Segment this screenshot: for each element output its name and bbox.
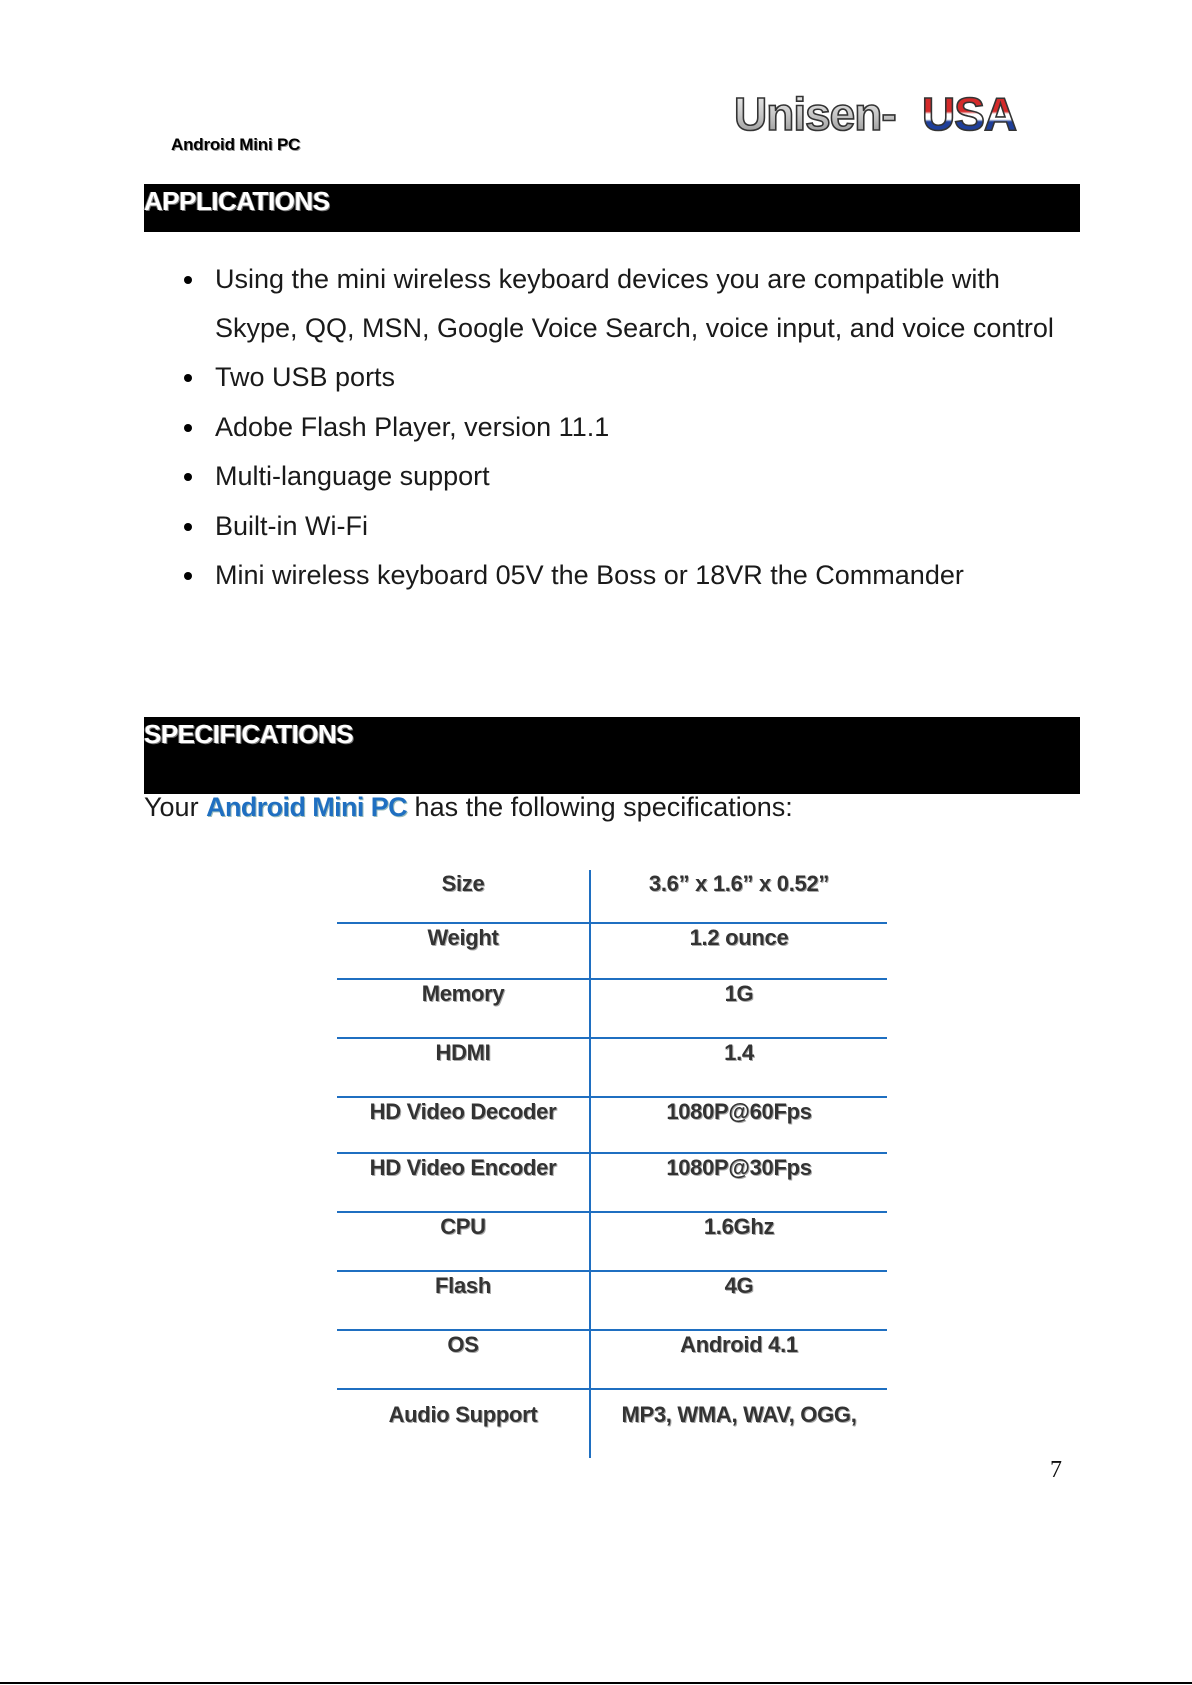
bullet-icon — [184, 424, 192, 432]
table-row — [337, 979, 887, 1038]
specifications-heading-text: SPECIFICATIONS — [144, 719, 354, 749]
spec-value: 3.6” x 1.6” x 0.52” — [648, 871, 830, 896]
spec-value: Android 4.1 — [680, 1332, 798, 1357]
spec-value: 1080P@30Fps — [666, 1155, 812, 1180]
bullet-icon — [184, 276, 192, 284]
spec-key: Memory — [337, 979, 590, 1038]
table-row — [337, 1271, 887, 1330]
spec-key: Flash — [337, 1271, 590, 1330]
bullet-icon — [184, 572, 192, 580]
svg-text:Unisen-: Unisen- — [734, 88, 896, 138]
document-title: Android Mini PC — [171, 135, 301, 154]
spec-key: OS — [337, 1330, 590, 1389]
specifications-heading — [144, 717, 1080, 794]
specifications-intro: Your Android Mini PC has the following specifications: — [144, 792, 793, 822]
spec-value: MP3, WMA, WAV, OGG, — [621, 1402, 857, 1427]
svg-text:USA: USA — [922, 88, 1017, 138]
list-item: Using the mini wireless keyboard devices you are compatible with Skype, QQ, MSN, Google Voice Search, voice input, and voice control — [181, 255, 1061, 352]
list-item: Adobe Flash Player, version 11.1 — [181, 403, 1061, 452]
table-row — [337, 1153, 887, 1212]
spec-key: CPU — [337, 1212, 590, 1271]
bullet-icon — [184, 473, 192, 481]
applications-heading-text: APPLICATIONS — [144, 186, 330, 216]
page-bottom-rule — [0, 1682, 1192, 1684]
spec-key: Audio Support — [337, 1389, 590, 1458]
bullet-icon — [184, 523, 192, 531]
list-item: Multi-language support — [181, 452, 1061, 501]
table-row — [337, 923, 887, 979]
spec-value: 1.4 — [724, 1040, 754, 1065]
list-item: Two USB ports — [181, 353, 1061, 402]
bullet-icon — [184, 374, 192, 382]
table-row — [337, 1097, 887, 1153]
specifications-table — [337, 870, 887, 1458]
spec-value: 1G — [724, 981, 754, 1006]
spec-key: Size — [337, 870, 590, 923]
spec-value: 1.2 ounce — [689, 925, 789, 950]
table-row — [337, 1212, 887, 1271]
spec-value: 1.6Ghz — [703, 1214, 775, 1239]
applications-heading — [144, 184, 1080, 232]
spec-value: 1080P@60Fps — [666, 1099, 812, 1124]
table-row — [337, 1389, 887, 1458]
page-number: 7 — [1050, 1457, 1062, 1483]
table-row — [337, 1330, 887, 1389]
product-name: Android Mini PC — [206, 792, 408, 822]
spec-key: HD Video Decoder — [337, 1097, 590, 1153]
list-item: Mini wireless keyboard 05V the Boss or 18VR the Commander — [181, 551, 1061, 600]
spec-key: Weight — [337, 923, 590, 979]
applications-list — [181, 255, 1061, 601]
unisen-usa-logo — [732, 88, 1028, 138]
spec-value: 4G — [724, 1273, 754, 1298]
list-item: Built-in Wi-Fi — [181, 502, 1061, 551]
table-row — [337, 1038, 887, 1097]
table-row — [337, 870, 887, 923]
spec-key: HDMI — [337, 1038, 590, 1097]
spec-key: HD Video Encoder — [337, 1153, 590, 1212]
